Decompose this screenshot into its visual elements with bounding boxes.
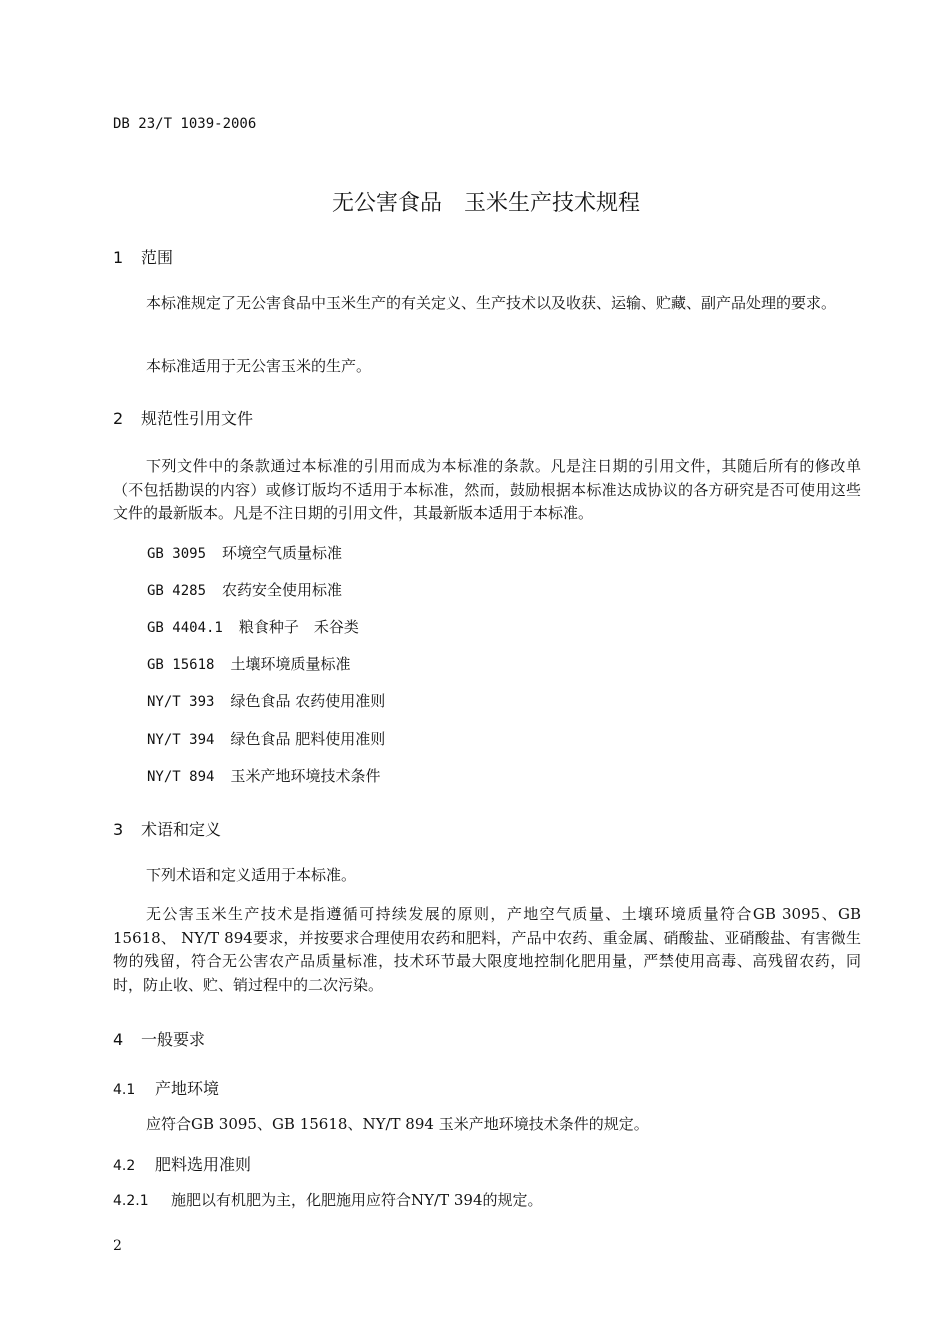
section-number: 4 [113, 1030, 124, 1049]
section-title: 范围 [141, 248, 174, 267]
section-1-paragraph-2: 本标准适用于无公害玉米的生产。 [146, 357, 372, 375]
section-title: 规范性引用文件 [141, 409, 254, 428]
section-title: 产地环境 [155, 1079, 220, 1098]
section-number: 2 [113, 409, 124, 428]
reference-name: 粮食种子 禾谷类 [238, 618, 359, 636]
reference-name: 绿色食品 农药使用准则 [230, 692, 386, 710]
reference-item [147, 579, 342, 600]
section-2-heading [113, 406, 253, 429]
reference-code: GB 15618 [147, 657, 215, 673]
reference-item [147, 653, 350, 674]
reference-code: GB 4404.1 [147, 620, 223, 636]
page-number: 2 [113, 1238, 122, 1254]
section-1-paragraph-1: 本标准规定了无公害食品中玉米生产的有关定义、生产技术以及收获、运输、贮藏、副产品处理的要求。 [146, 294, 837, 312]
section-4-1-paragraph: 应符合GB 3095、GB 15618、NY/T 894 玉米产地环境技术条件的规定。 [146, 1115, 649, 1133]
reference-name: 土壤环境质量标准 [230, 655, 351, 673]
reference-code: GB 4285 [147, 583, 207, 599]
section-2-paragraph-1: 下列文件中的条款通过本标准的引用而成为本标准的条款。凡是注日期的引用文件，其随后所有的修改单（不包括勘误的内容）或修订版均不适用于本标准，然而，鼓励根据本标准达成协议的各方研究是否可使用这些文件的最新版本。凡是不注日期的引用文件，其最新版本适用于本标准。 [113, 457, 861, 522]
reference-name: 玉米产地环境技术条件 [230, 767, 381, 785]
document-title: 无公害食品 玉米生产技术规程 [331, 191, 640, 216]
section-3-heading [113, 817, 221, 840]
section-title: 肥料选用准则 [155, 1155, 252, 1174]
reference-item [147, 542, 342, 563]
reference-code: NY/T 894 [147, 769, 215, 785]
clause-text: 施肥以有机肥为主，化肥施用应符合NY/T 394的规定。 [171, 1191, 543, 1209]
section-number: 4.1 [113, 1082, 136, 1098]
section-4-2-1-clause [113, 1189, 543, 1210]
section-3-paragraph-2: 无公害玉米生产技术是指遵循可持续发展的原则，产地空气质量、土壤环境质量符合GB 3095、GB 15618、 NY/T 894要求，并按要求合理使用农药和肥料，产品中农药、重金属、硝酸盐、亚硝酸盐、有害微生物的残留，符合无公害农产品质量标准，技术环节最大限度地控制化肥用量，严禁使用高毒、高残留农药，同时，防止收、贮、销过程中的二次污染。 [113, 905, 861, 994]
section-number: 3 [113, 820, 124, 839]
reference-code: GB 3095 [147, 546, 207, 562]
section-title: 术语和定义 [141, 820, 222, 839]
reference-code: NY/T 393 [147, 694, 215, 710]
reference-name: 环境空气质量标准 [222, 544, 343, 562]
reference-item [147, 728, 385, 749]
clause-number: 4.2.1 [113, 1193, 149, 1209]
reference-code: NY/T 394 [147, 732, 215, 748]
section-title: 一般要求 [141, 1030, 206, 1049]
section-number: 4.2 [113, 1158, 136, 1174]
reference-item [147, 616, 359, 637]
section-4-heading [113, 1027, 205, 1050]
reference-name: 绿色食品 肥料使用准则 [230, 730, 386, 748]
section-4-2-heading [113, 1152, 251, 1175]
reference-name: 农药安全使用标准 [222, 581, 343, 599]
section-1-heading [113, 245, 173, 268]
section-4-1-heading [113, 1076, 219, 1099]
standard-code: DB 23/T 1039-2006 [113, 116, 257, 132]
section-number: 1 [113, 248, 124, 267]
reference-item [147, 690, 385, 711]
reference-item [147, 765, 380, 786]
section-3-paragraph-1: 下列术语和定义适用于本标准。 [146, 866, 357, 884]
